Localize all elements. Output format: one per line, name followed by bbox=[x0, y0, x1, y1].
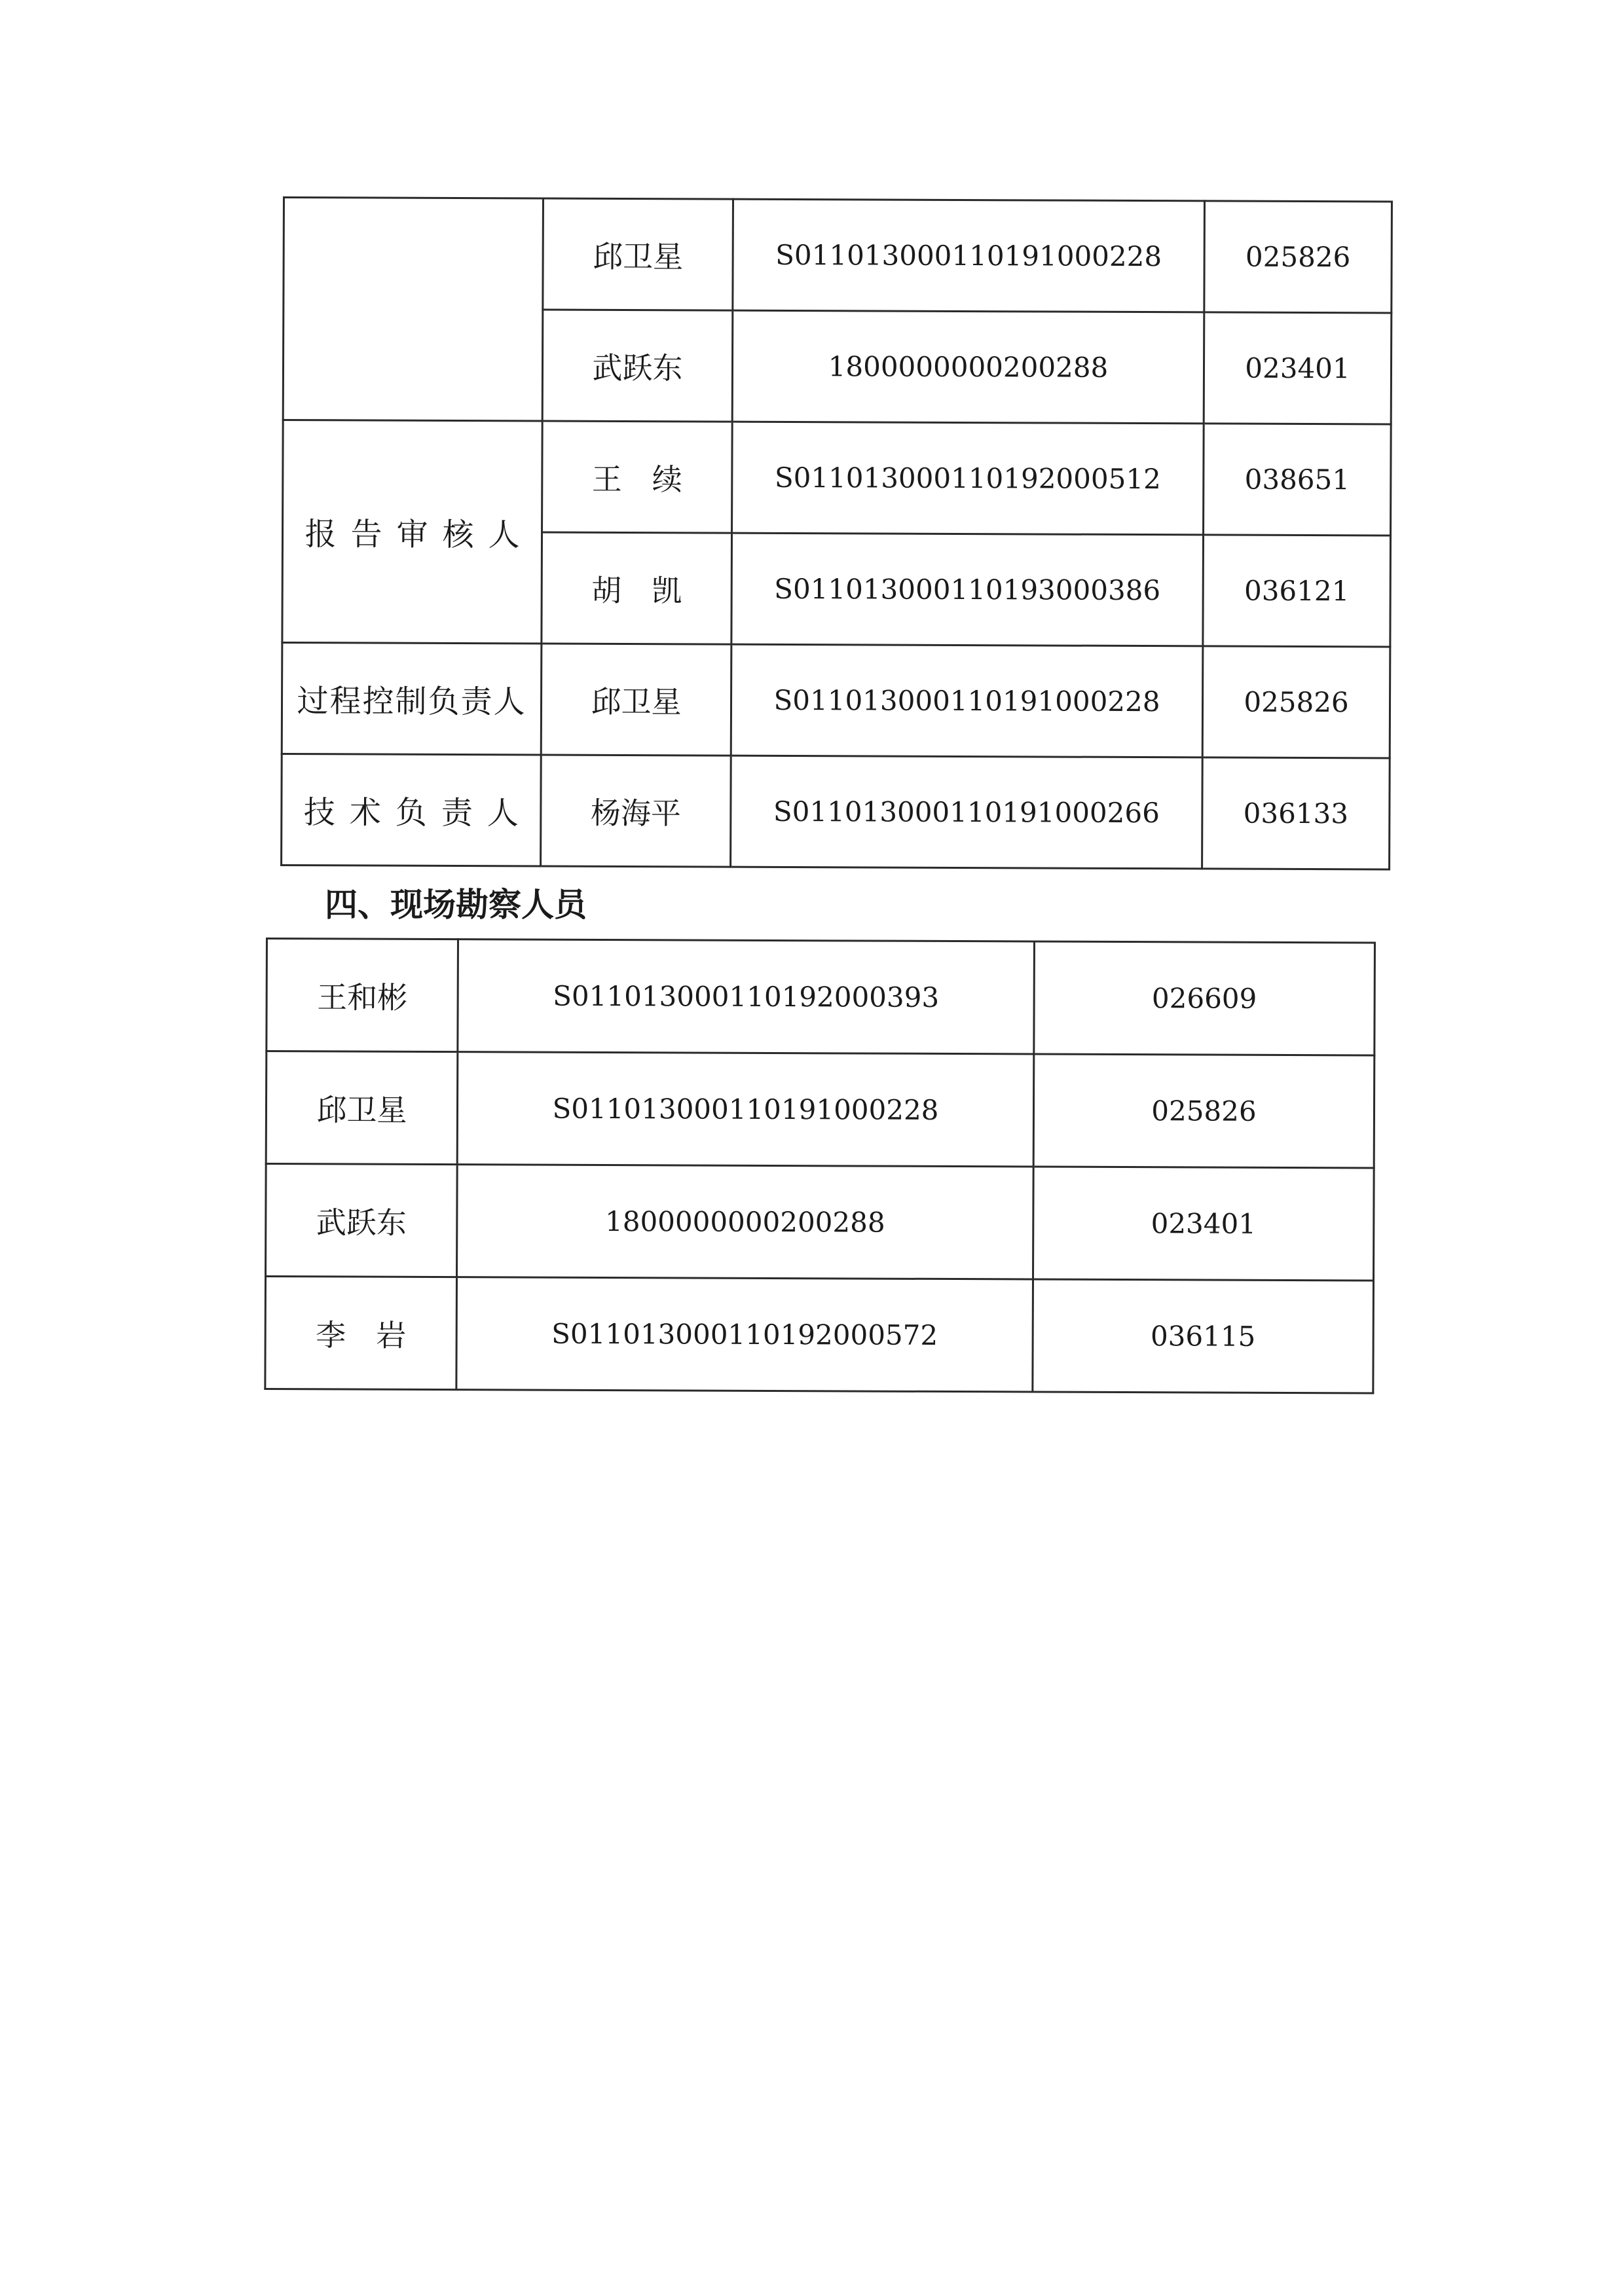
staff-code-cell: 036133 bbox=[1202, 757, 1390, 869]
staff-code-cell: 023401 bbox=[1204, 312, 1392, 424]
certificate-number-cell: S011013000110191000228 bbox=[733, 199, 1205, 312]
personnel-table bbox=[280, 196, 1393, 871]
staff-code-cell: 026609 bbox=[1034, 941, 1375, 1055]
name-cell: 王和彬 bbox=[267, 939, 458, 1052]
table-row bbox=[266, 1051, 1375, 1168]
name-cell: 杨海平 bbox=[541, 755, 731, 867]
staff-code-cell: 036115 bbox=[1033, 1279, 1374, 1393]
staff-code-cell: 025826 bbox=[1204, 201, 1392, 313]
certificate-number-cell: S011013000110191000228 bbox=[731, 644, 1203, 757]
table-row bbox=[265, 1277, 1374, 1393]
name-cell: 王 续 bbox=[542, 421, 733, 533]
role-cell-report-reviewer: 报告审核人 bbox=[282, 420, 542, 644]
certificate-number-cell: S011013000110192000512 bbox=[732, 422, 1204, 535]
certificate-number-cell: S011013000110192000572 bbox=[456, 1277, 1033, 1392]
name-cell: 邱卫星 bbox=[543, 198, 733, 310]
name-cell: 胡 凯 bbox=[542, 532, 732, 644]
certificate-number-cell: S011013000110193000386 bbox=[731, 533, 1204, 646]
table-row bbox=[267, 939, 1375, 1055]
section-title: 四、现场勘察人员 bbox=[325, 886, 587, 924]
table-row bbox=[282, 643, 1390, 758]
certificate-number-cell: 1800000000200288 bbox=[732, 310, 1204, 424]
role-cell-technical-lead: 技术负责人 bbox=[282, 754, 542, 866]
staff-code-cell: 025826 bbox=[1033, 1054, 1375, 1168]
staff-code-cell: 023401 bbox=[1033, 1167, 1375, 1281]
role-cell-process-control: 过程控制负责人 bbox=[282, 643, 542, 756]
table-row bbox=[283, 420, 1392, 536]
name-cell: 武跃东 bbox=[266, 1164, 458, 1277]
table-row bbox=[284, 198, 1392, 313]
certificate-number-cell: S011013000110191000228 bbox=[457, 1052, 1034, 1167]
site-survey-table bbox=[264, 938, 1376, 1394]
certificate-number-cell: S011013000110191000266 bbox=[731, 756, 1203, 869]
staff-code-cell: 025826 bbox=[1202, 646, 1390, 758]
name-cell: 邱卫星 bbox=[266, 1051, 458, 1165]
staff-code-cell: 036121 bbox=[1203, 535, 1391, 647]
table-row bbox=[266, 1164, 1375, 1281]
role-cell bbox=[283, 198, 543, 422]
certificate-number-cell: 1800000000200288 bbox=[457, 1165, 1034, 1279]
table-row bbox=[282, 754, 1390, 869]
name-cell: 武跃东 bbox=[542, 310, 733, 422]
staff-code-cell: 038651 bbox=[1204, 424, 1392, 536]
certificate-number-cell: S011013000110192000393 bbox=[458, 939, 1035, 1054]
name-cell: 李 岩 bbox=[265, 1277, 457, 1390]
name-cell: 邱卫星 bbox=[541, 644, 731, 756]
